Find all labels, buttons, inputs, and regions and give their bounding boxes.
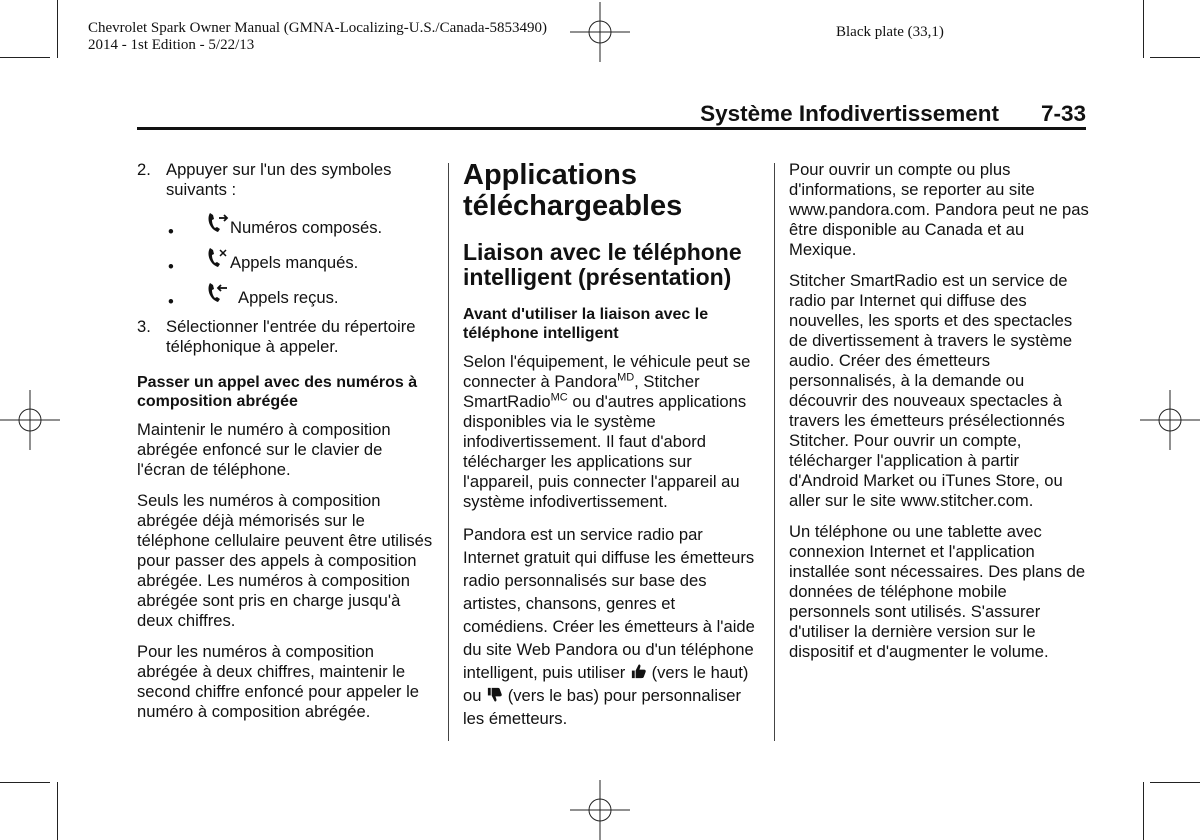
paragraph: Seuls les numéros à composition abrégée déjà mémorisés sur le téléphone cellulaire peuvent être utilisés pour passer des appels à composition abrégée. Les numéros à composition abrégée sont pris en charge jusqu'à deux chiffres. <box>137 491 433 630</box>
header-rule <box>137 127 1086 130</box>
step-number: 2. <box>137 160 151 179</box>
registration-mark-icon <box>570 2 630 62</box>
column-1 <box>137 160 435 733</box>
crop-mark <box>1143 0 1144 58</box>
text-run: Selon l'équipement, le véhicule peut se connecter à Pandora <box>463 352 751 391</box>
section-heading: Applications téléchargeables <box>463 159 683 222</box>
received-calls-icon <box>204 280 230 306</box>
step-3 <box>137 317 435 357</box>
paragraph <box>463 523 761 730</box>
column-divider <box>774 163 775 741</box>
paragraph: Pour ouvrir un compte ou plus d'informations, se reporter au site www.pandora.com. Pandora peut ne pas être disponible au Canada et au Mexique. <box>789 160 1089 259</box>
plate-info <box>88 20 547 54</box>
step-2 <box>137 160 435 200</box>
crop-mark <box>1143 782 1144 840</box>
thumbs-up-icon <box>630 663 647 680</box>
paragraph <box>463 352 761 512</box>
bullet-label: Numéros composés. <box>230 218 383 237</box>
bullet-received-calls <box>137 280 435 315</box>
trademark-sup: MD <box>617 371 635 384</box>
paragraph: Maintenir le numéro à composition abrégée enfoncé sur le clavier de l'écran de téléphone. <box>137 420 391 479</box>
bullet-dialed-calls <box>137 210 435 245</box>
registration-mark-icon <box>1140 390 1200 450</box>
trademark-sup: MC <box>550 391 568 404</box>
bullet: • <box>168 292 174 311</box>
crop-mark <box>0 782 50 783</box>
bullet: • <box>168 222 174 241</box>
bullet: • <box>168 257 174 276</box>
step-text: Appuyer sur l'un des symboles suivants : <box>166 160 392 199</box>
column-divider <box>448 163 449 741</box>
plate-edition: 2014 - 1st Edition - 5/22/13 <box>88 37 255 53</box>
paragraph: Pour les numéros à composition abrégée à deux chiffres, maintenir le second chiffre enfoncé pour appeler le numéro à composition abrégée. <box>137 642 419 721</box>
missed-calls-icon <box>204 245 230 271</box>
crop-mark <box>0 57 50 58</box>
page-number: 7-33 <box>1040 101 1086 126</box>
registration-mark-icon <box>0 390 60 450</box>
text-run: ou d'autres applications disponibles via le système infodivertissement. Il faut d'abord télécharger les applications sur l'appareil, puis connecter l'appareil au système infodivertissement. <box>463 392 747 511</box>
subsection-heading: Liaison avec le téléphone intelligent (présentation) <box>463 239 742 290</box>
registration-mark-icon <box>570 780 630 840</box>
paragraph: Stitcher SmartRadio est un service de radio par Internet qui diffuse des nouvelles, les sports et des spectacles de divertissement à travers le système audio. Créer des émetteurs personnalisés, à la demande ou découvrir des nouveaux spectacles à travers les émetteurs présélectionnés Stitcher. Pour ouvrir un compte, télécharger l'application à partir d'Android Market ou iTunes Store, ou aller sur le site www.stitcher.com. <box>789 271 1073 510</box>
thumbs-down-icon <box>486 686 503 703</box>
text-run: (vers le haut) ou <box>463 663 749 705</box>
bullet-label: Appels reçus. <box>238 288 339 307</box>
running-head <box>137 101 1086 127</box>
crop-mark <box>57 782 58 840</box>
crop-mark <box>57 0 58 58</box>
bullet-label: Appels manqués. <box>230 253 359 272</box>
bullet-missed-calls <box>137 245 435 280</box>
subheading: Passer un appel avec des numéros à composition abrégée <box>137 374 418 410</box>
step-text: Sélectionner l'entrée du répertoire téléphonique à appeler. <box>166 317 416 356</box>
section-title: Système Infodivertissement <box>700 101 999 126</box>
column-3 <box>789 160 1089 673</box>
text-run: Pandora est un service radio par Internet gratuit qui diffuse les émetteurs radio personnalisés sur base des artistes, chansons, genres et comédiens. Créer les émetteurs à l'aide du site Web Pandora ou d'un téléphone intelligent, puis utiliser <box>463 525 755 682</box>
paragraph: Un téléphone ou une tablette avec connexion Internet et l'application installée sont nécessaires. Des plans de données de téléphone mobile personnels sont utilisés. S'assurer d'utiliser la dernière version sur le dispositif et d'augmenter le volume. <box>789 522 1086 661</box>
subheading: Avant d'utiliser la liaison avec le téléphone intelligent <box>463 306 709 342</box>
text-run: (vers le bas) pour personnaliser les émetteurs. <box>463 686 742 728</box>
dialed-calls-icon <box>204 210 230 236</box>
crop-mark <box>1150 782 1200 783</box>
text-run: , Stitcher SmartRadio <box>463 372 700 411</box>
step-number: 3. <box>137 317 151 336</box>
crop-mark <box>1150 57 1200 58</box>
plate-title: Chevrolet Spark Owner Manual (GMNA-Localizing-U.S./Canada-5853490) <box>88 20 548 36</box>
plate-number: Black plate (33,1) <box>836 24 944 40</box>
column-2 <box>463 160 761 741</box>
